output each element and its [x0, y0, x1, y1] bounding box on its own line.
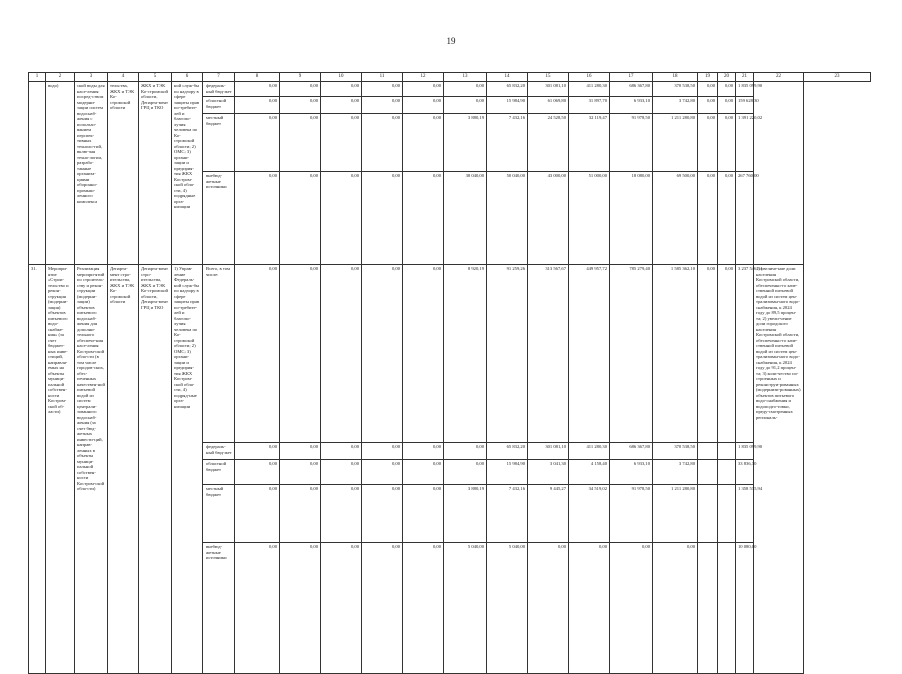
- column-number: 12: [403, 73, 444, 82]
- amount-cell: 43 000,00: [528, 172, 569, 265]
- amount-cell: 0,00: [280, 97, 321, 114]
- amount-cell: [698, 485, 718, 543]
- expected-results: [754, 82, 804, 265]
- amount-cell: 5 040,00: [444, 543, 487, 674]
- amount-cell: 32 119,47: [569, 114, 610, 172]
- amount-cell: 7 432,16: [487, 114, 528, 172]
- amount-cell: [698, 460, 718, 485]
- amount-cell: 31 897,70: [569, 97, 610, 114]
- column-number: 6: [172, 73, 203, 82]
- amount-cell: 7 432,16: [487, 485, 528, 543]
- column-number: 11: [362, 73, 403, 82]
- amount-cell: 0,00: [444, 97, 487, 114]
- amount-cell: 3 742,80: [653, 97, 698, 114]
- amount-cell: 370 538,50: [653, 443, 698, 460]
- column-number: 20: [718, 73, 736, 82]
- amount-cell: 0,00: [362, 543, 403, 674]
- amount-cell: 0,00: [235, 172, 280, 265]
- amount-cell: 0,00: [321, 460, 362, 485]
- amount-cell: 15 984,90: [487, 97, 528, 114]
- amount-cell: 0,00: [362, 460, 403, 485]
- measure-description: Реализация меропри-ятий по строитель-ству и рекон-струкции (модерни-зации) объектов питьевого водоснаб-жения для дополни-тельного обеспече-ния насе-ления Костром-ской обла-сти (в том числе городов-ских, обес-печенных качествен-ной питьевой водой из систем централи-зованного водоснаб-жения (за счет бюд-жетных инвести-ций, направ-ленных в объекты муници-пальной собствен-ности Костром-ской обла-сти): [75, 265, 108, 674]
- amount-cell: 0,00: [362, 485, 403, 543]
- column-number: 4: [108, 73, 139, 82]
- amount-cell: 0,00: [235, 485, 280, 543]
- amount-cell: 0,00: [362, 82, 403, 97]
- measure-description: ской воды для насе-ления посред-ством модерни-зации систем водоснаб-жения с использо-ванием перспек-тивных техноло-гий, вклю-чая техно-логии, разрабо-танные организа-циями оборонно-промыш-ленного комплекса: [75, 82, 108, 265]
- column-number: 16: [569, 73, 610, 82]
- column-number: 7: [203, 73, 235, 82]
- table-row: [29, 82, 871, 97]
- amount-cell: 3 880,19: [444, 114, 487, 172]
- column-number: 14: [487, 73, 528, 82]
- funding-source: федераль-ный бюд-жет: [203, 82, 235, 97]
- amount-cell: 0,00: [569, 543, 610, 674]
- page-number: 19: [446, 36, 456, 46]
- amount-cell: 301 081,10: [528, 443, 569, 460]
- amount-cell: 0,00: [280, 114, 321, 172]
- amount-cell: 1 585 362,10: [653, 265, 698, 443]
- column-number: 19: [698, 73, 718, 82]
- responsible-executor: тельства, ЖКХ и ТЭК Ко-стромской области: [108, 82, 139, 265]
- amount-cell: 0,00: [403, 114, 444, 172]
- funding-source: областной бюджет: [203, 97, 235, 114]
- amount-cell: 0,00: [362, 97, 403, 114]
- amount-cell: 1 835 099,90: [736, 443, 754, 460]
- amount-cell: 267 760,00: [736, 172, 754, 265]
- column-number: 23: [804, 73, 871, 82]
- amount-cell: 0,00: [718, 172, 736, 265]
- amount-cell: 0,00: [280, 265, 321, 443]
- amount-cell: 0,00: [321, 97, 362, 114]
- amount-cell: 0,00: [362, 443, 403, 460]
- column-number: 15: [528, 73, 569, 82]
- funding-source: внебюд-жетные источники: [203, 172, 235, 265]
- amount-cell: 686 367,80: [610, 82, 653, 97]
- amount-cell: 0,00: [403, 485, 444, 543]
- amount-cell: [718, 460, 736, 485]
- amount-cell: [718, 485, 736, 543]
- amount-cell: 24 528,50: [528, 114, 569, 172]
- amount-cell: 0,00: [321, 82, 362, 97]
- amount-cell: 0,00: [698, 82, 718, 97]
- amount-cell: 9 445,27: [528, 485, 569, 543]
- amount-cell: 51 000,00: [569, 172, 610, 265]
- amount-cell: 449 957,72: [569, 265, 610, 443]
- amount-cell: 0,00: [321, 485, 362, 543]
- column-number: 17: [610, 73, 653, 82]
- column-number: 2: [46, 73, 75, 82]
- amount-cell: 3 041,30: [528, 460, 569, 485]
- amount-cell: 4 158,40: [569, 460, 610, 485]
- amount-cell: [718, 543, 736, 674]
- column-number: 9: [280, 73, 321, 82]
- amount-cell: 0,00: [362, 114, 403, 172]
- row-number: 31.: [29, 265, 46, 674]
- amount-cell: 18 080,00: [610, 172, 653, 265]
- amount-cell: 1 358 535,94: [736, 485, 754, 543]
- amount-cell: [698, 443, 718, 460]
- amount-cell: 0,00: [235, 97, 280, 114]
- measure-name: Меропри-ятие «Строи-тельство и рекон-струкция (модерни-зация) объектов питьевого водо-снабже-ния» (за счет бюджет-ных инве-стиций, направля-емых на объекты муници-пальной собствен-ности Костром-ской об-ласти): [46, 265, 75, 674]
- funding-table: [28, 72, 871, 674]
- amount-cell: 6 933,10: [610, 97, 653, 114]
- amount-cell: 0,00: [235, 543, 280, 674]
- amount-cell: 1 835 099,90: [736, 82, 754, 97]
- amount-cell: 0,00: [698, 265, 718, 443]
- participants: ной служ-бы по надзору в сфере защиты прав по-требите-лей и благопо-лучия человека по Ко-стромской области; 2) ОМС; 3) органи-зации и предприя-тия ЖКХ Костром-ской обла-сти, 4) подрядные орга-низации: [172, 82, 203, 265]
- amount-cell: 785 279,40: [610, 265, 653, 443]
- amount-cell: 0,00: [280, 543, 321, 674]
- amount-cell: 0,00: [698, 114, 718, 172]
- amount-cell: 0,00: [321, 265, 362, 443]
- amount-cell: 0,00: [403, 460, 444, 485]
- amount-cell: 0,00: [403, 543, 444, 674]
- responsible-executor: Департа-мент стро-ительства, ЖКХ и ТЭК Ко-стромской области: [108, 265, 139, 674]
- amount-cell: 0,00: [235, 114, 280, 172]
- amount-cell: 0,00: [280, 172, 321, 265]
- amount-cell: 0,00: [403, 265, 444, 443]
- amount-cell: 0,00: [321, 114, 362, 172]
- amount-cell: 65 832,20: [487, 82, 528, 97]
- amount-cell: 0,00: [610, 543, 653, 674]
- amount-cell: 411 280,30: [569, 82, 610, 97]
- amount-cell: 159 628,30: [736, 97, 754, 114]
- amount-cell: 0,00: [235, 82, 280, 97]
- amount-cell: 0,00: [321, 543, 362, 674]
- funding-source: местный бюджет: [203, 114, 235, 172]
- amount-cell: 0,00: [321, 172, 362, 265]
- amount-cell: 91 978,50: [610, 485, 653, 543]
- funding-source: федераль-ный бюд-жет: [203, 443, 235, 460]
- amount-cell: 0,00: [718, 265, 736, 443]
- amount-cell: 370 538,50: [653, 82, 698, 97]
- amount-cell: 10 080,00: [736, 543, 754, 674]
- amount-cell: 0,00: [362, 265, 403, 443]
- amount-cell: 0,00: [403, 443, 444, 460]
- table-row: [29, 265, 871, 443]
- amount-cell: 69 500,00: [653, 172, 698, 265]
- amount-cell: 0,00: [528, 543, 569, 674]
- co-executors: Департа-мент стро-ительства, ЖКХ и ТЭК Ко-стромской области, Департа-мент ГРЦ и ТКО: [139, 265, 172, 674]
- amount-cell: 0,00: [280, 460, 321, 485]
- amount-cell: 50 040,00: [487, 172, 528, 265]
- funding-source: областной бюджет: [203, 460, 235, 485]
- amount-cell: 0,00: [718, 97, 736, 114]
- column-number: 13: [444, 73, 487, 82]
- amount-cell: 3 742,80: [653, 460, 698, 485]
- amount-cell: 1 211 280,80: [653, 485, 698, 543]
- amount-cell: 0,00: [280, 82, 321, 97]
- amount-cell: 1 211 280,80: [653, 114, 698, 172]
- amount-cell: 301 081,10: [528, 82, 569, 97]
- amount-cell: 0,00: [321, 443, 362, 460]
- amount-cell: 0,00: [235, 265, 280, 443]
- amount-cell: 6 933,10: [610, 460, 653, 485]
- amount-cell: 8 920,19: [444, 265, 487, 443]
- amount-cell: 34 519,02: [569, 485, 610, 543]
- amount-cell: 15 984,90: [487, 460, 528, 485]
- amount-cell: 0,00: [235, 443, 280, 460]
- amount-cell: 3 237 546,34: [736, 265, 754, 443]
- amount-cell: 0,00: [280, 485, 321, 543]
- amount-cell: 91 259,26: [487, 265, 528, 443]
- amount-cell: 0,00: [403, 82, 444, 97]
- amount-cell: 0,00: [718, 114, 736, 172]
- amount-cell: 0,00: [718, 82, 736, 97]
- column-number: 8: [235, 73, 280, 82]
- amount-cell: 0,00: [444, 82, 487, 97]
- amount-cell: 0,00: [280, 443, 321, 460]
- amount-cell: 0,00: [698, 172, 718, 265]
- column-number: 3: [75, 73, 108, 82]
- amount-cell: 61 069,80: [528, 97, 569, 114]
- amount-cell: 313 567,67: [528, 265, 569, 443]
- funding-source: внебюд-жетные источники: [203, 543, 235, 674]
- column-number: 21: [736, 73, 754, 82]
- amount-cell: 411 280,30: [569, 443, 610, 460]
- amount-cell: 686 367,80: [610, 443, 653, 460]
- amount-cell: 33 836,30: [736, 460, 754, 485]
- amount-cell: 0,00: [698, 97, 718, 114]
- column-number: 5: [139, 73, 172, 82]
- amount-cell: 38 040,00: [444, 172, 487, 265]
- amount-cell: 0,00: [235, 460, 280, 485]
- funding-source: местный бюджет: [203, 485, 235, 543]
- amount-cell: 65 832,20: [487, 443, 528, 460]
- amount-cell: 0,00: [403, 97, 444, 114]
- amount-cell: 1 391 220,02: [736, 114, 754, 172]
- measure-name: водо): [46, 82, 75, 265]
- column-number: 22: [754, 73, 804, 82]
- amount-cell: 5 040,00: [487, 543, 528, 674]
- amount-cell: 0,00: [653, 543, 698, 674]
- funding-source: Всего, в том числе:: [203, 265, 235, 443]
- amount-cell: 3 880,19: [444, 485, 487, 543]
- amount-cell: 0,00: [444, 443, 487, 460]
- amount-cell: 0,00: [403, 172, 444, 265]
- column-number-row: [29, 73, 871, 82]
- amount-cell: 0,00: [362, 172, 403, 265]
- amount-cell: [698, 543, 718, 674]
- column-number: 1: [29, 73, 46, 82]
- amount-cell: 0,00: [444, 460, 487, 485]
- column-number: 10: [321, 73, 362, 82]
- co-executors: ЖКХ и ТЭК Ко-стромской области, Департа-мент ГРЦ и ТКО: [139, 82, 172, 265]
- amount-cell: 91 978,50: [610, 114, 653, 172]
- amount-cell: [718, 443, 736, 460]
- column-number: 18: [653, 73, 698, 82]
- expected-results: 1) увеличе-ние доли населения Костромской области, обеспеченно-го каче-ственной питьевой водой из систем цен-трализован-ного водо-снабжения, к 2024 году до 89,5 процен-та; 2) увели-чение доли городского населения Костромской области, обеспеченно-го каче-ственной питьевой водой из систем цен-трализован-ного водо-снабжения, к 2024 году до 91,2 процен-та; 3) коли-чество по-строенных и реконструи-рованных (модернизи-рованных) объектов питьевого водо-снабжения и водоподго-товки, преду-смотренных региональ-: [754, 265, 804, 674]
- row-number: [29, 82, 46, 265]
- participants: 1) Управ-ление Федераль-ной служ-бы по надзору в сфере защиты прав по-требите-лей и благопо-лучия человека по Ко-стромской области; 2) ОМС; 3) органи-зации и предприя-тия ЖКХ Костром-ской обла-сти, 4) подряд-ные орга-низации: [172, 265, 203, 674]
